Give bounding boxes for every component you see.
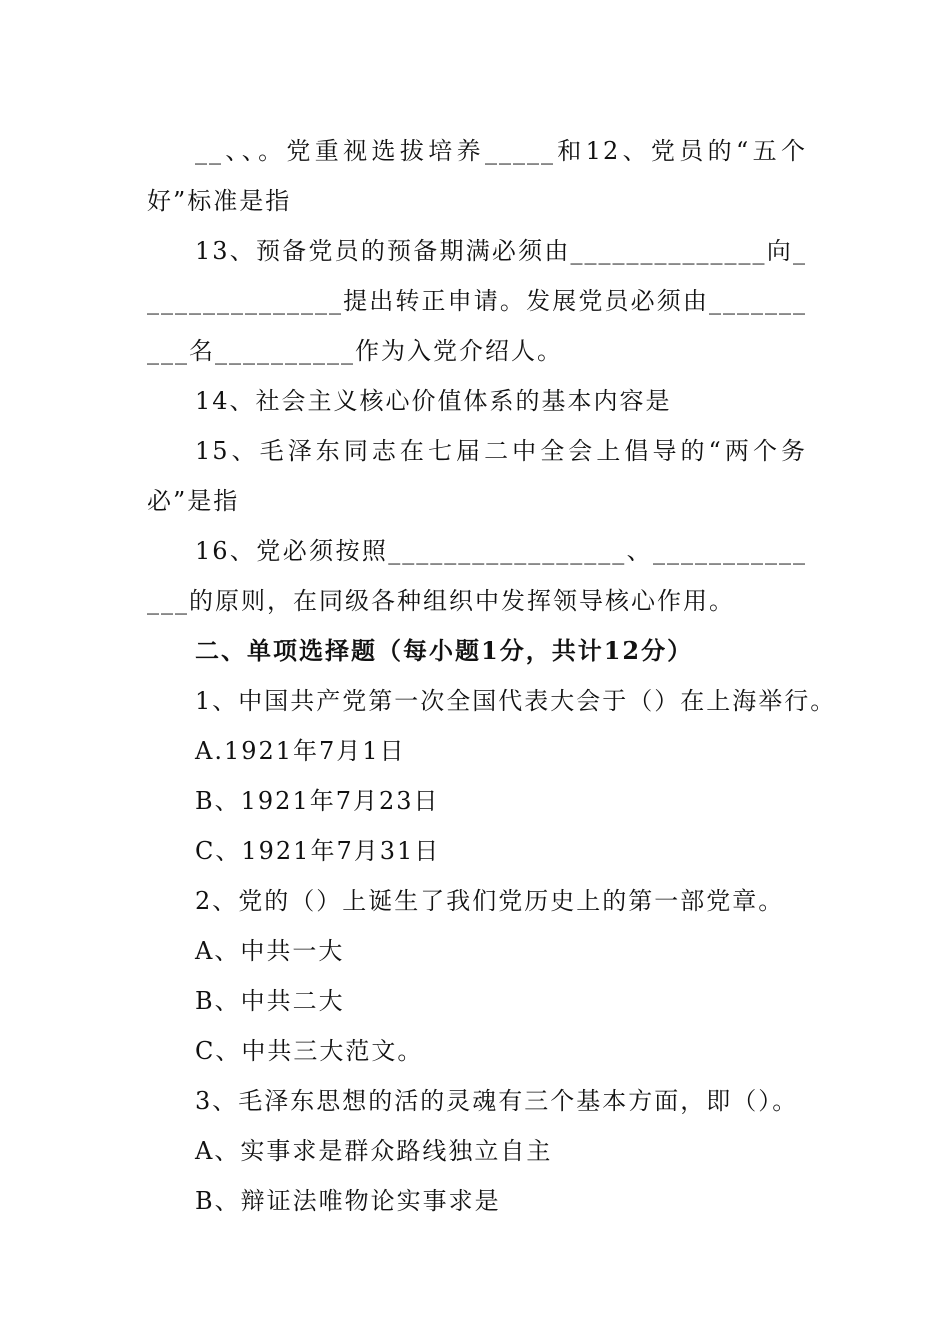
option-c: C、1921年7月31日 <box>195 837 441 865</box>
question-16: 16、党必须按照_________________、______________的原则，在同级各种组织中发挥领导核心作用。 <box>147 537 807 615</box>
question-12: __、、。党重视选拔培养_____和12、党员的“五个好”标准是指 <box>147 137 807 215</box>
option-a: A、中共一大 <box>195 937 345 965</box>
option-b: B、辩证法唯物论实事求是 <box>195 1187 501 1215</box>
question-13: 13、预备党员的预备期满必须由______________向_______________提出转正申请。发展党员必须由__________名__________作为入党介绍人。 <box>147 237 807 365</box>
document-page <box>147 126 837 1226</box>
option-c: C、中共三大范文。 <box>195 1037 424 1065</box>
question-14: 14、社会主义核心价值体系的基本内容是 <box>195 387 672 415</box>
option-b: B、1921年7月23日 <box>195 787 440 815</box>
section-heading: 二、单项选择题（每小题1分，共计12分） <box>195 636 694 665</box>
option-b: B、中共二大 <box>195 987 345 1015</box>
question-stem: 2、党的（）上诞生了我们党历史上的第一部党章。 <box>195 887 785 915</box>
question-stem: 1、中国共产党第一次全国代表大会于（）在上海举行。 <box>195 687 837 715</box>
option-a: A、实事求是群众路线独立自主 <box>195 1137 553 1165</box>
question-15: 15、毛泽东同志在七届二中全会上倡导的“两个务必”是指 <box>147 437 807 515</box>
option-a: A.1921年7月1日 <box>195 737 406 765</box>
question-stem: 3、毛泽东思想的活的灵魂有三个基本方面，即（）。 <box>195 1087 799 1115</box>
